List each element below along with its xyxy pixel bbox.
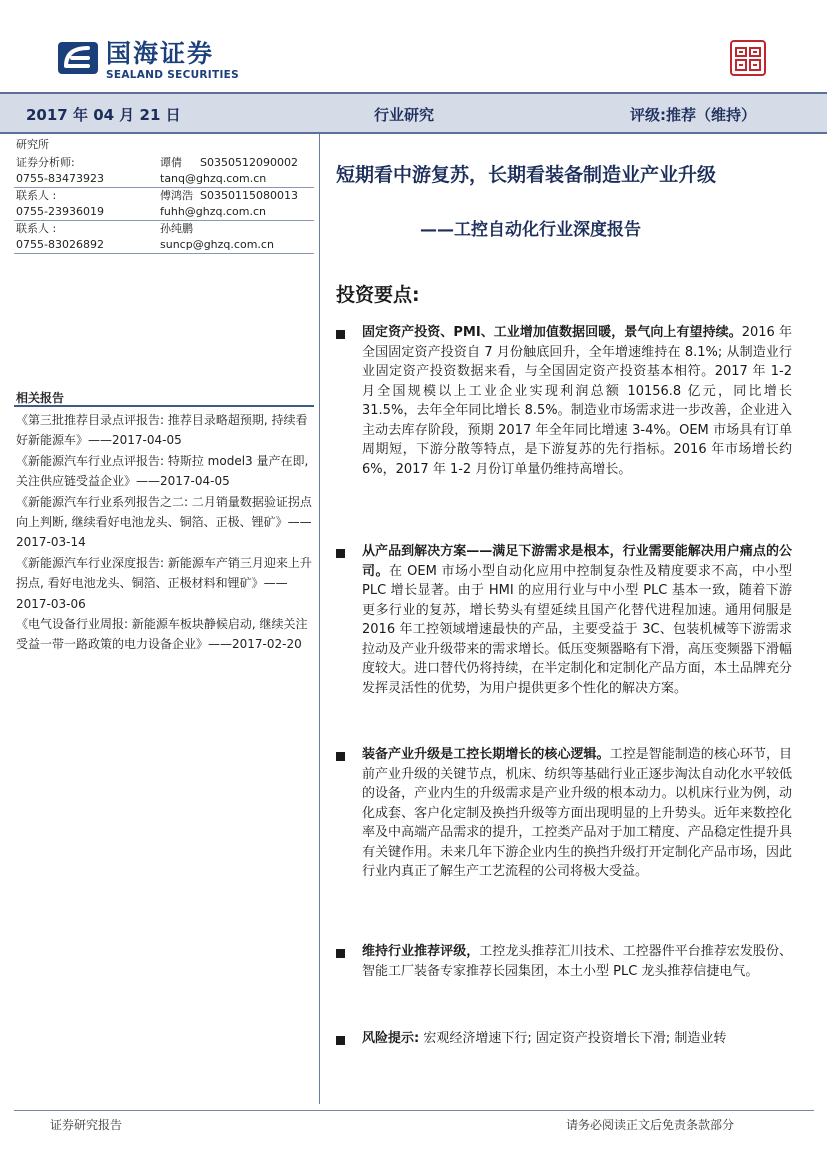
investment-point [362,323,792,479]
section-title: 投资要点: [336,284,420,306]
related-report-item[interactable]: 《新能源汽车行业深度报告: 新能源车产销三月迎来上升拐点, 看好电池龙头、铜箔、正极材料和锂矿》——2017-03-06 [16,555,312,611]
investment-point [362,542,792,698]
column-divider [319,134,320,1104]
point-heading: 装备产业升级是工控长期增长的核心逻辑。 [362,747,610,762]
contact-email[interactable]: fuhh@ghzq.com.cn [160,205,267,218]
point-heading: 从产品到解决方案——满足下游需求是根本，行业需要能解决用户痛点的公司。 [362,544,792,579]
contact-name: 傅鸿浩 [160,189,193,202]
bullet-square-icon [336,949,345,958]
related-report-item[interactable]: 《新能源汽车行业点评报告: 特斯拉 model3 量产在即, 关注供应链受益企业》——2017-04-05 [16,453,309,489]
analyst-license: S0350512090002 [200,156,298,169]
investment-point [362,1029,792,1049]
contact-email[interactable]: suncp@ghzq.com.cn [160,238,274,251]
related-reports-list [16,410,312,655]
report-rating: 评级:推荐（维持） [630,106,756,124]
point-body: 工控龙头推荐汇川技术、工控器件平台推荐宏发股份、智能工厂装备专家推荐长园集团，本土小型 PLC 龙头推荐信捷电气。 [362,944,792,979]
report-date: 2017 年 04 月 21 日 [26,106,181,124]
bullet-square-icon [336,549,345,558]
sealand-logo-icon [58,40,98,76]
related-reports-title: 相关报告 [16,391,65,405]
bullet-square-icon [336,752,345,761]
contact-role: 联系人 : [16,222,57,235]
bullet-square-icon [336,330,345,339]
footer-rule [14,1110,814,1111]
contact-name: 孙纯鹏 [160,222,193,235]
point-body: 在 OEM 市场小型自动化应用中控制复杂性及精度要求不高，中小型 PLC 增长显著。由于 HMI 的应用行业与中小型 PLC 基本一致，随着下游更多行业的复苏，增长势头有望延续且国产化替代进程加速。通用伺服是 2016 年工控领域增速最快的产品，主要受益于 3C、包装机械等下游需求拉动及产业升级带来的需求增长。低压变频器略有下滑，高压变频器下滑幅度较大。进口替代仍将持续，在半定制化和定制化产品方面，本土品牌充分发挥灵活性的优势，为用户提供更多个性化的解决方案。 [362,563,792,696]
report-subtitle: ——工控自动化行业深度报告 [420,220,641,240]
bullet-square-icon [336,1036,345,1045]
logo-english-name: SEALAND SECURITIES [106,69,239,81]
contact-role: 联系人 : [16,189,57,202]
investment-point [362,942,792,981]
contact-phone: 0755-83026892 [16,238,104,251]
point-body: 工控是智能制造的核心环节，目前产业升级的关键节点，机床、纺织等基础行业正逐步淘汰自动化水平较低的设备，产业内生的升级需求是产业升级的根本动力。以机床行业为例，动化成套、客户化定制及换挡升级等方面出现明显的上升势头。近年来数控化率及中高端产品需求的提升，工控类产品对于加工精度、产品稳定性提升具有关键作用。未来几年下游企业内生的换挡升级打开定制化产品市场，因此行业内真正了解生产工艺流程的公司将极大受益。 [362,747,792,879]
research-dept: 研究所 [16,138,49,151]
footer-disclaimer-note: 请务必阅读正文后免责条款部分 [566,1118,735,1132]
contact-divider [14,253,314,254]
contact-license: S0350115080013 [200,189,298,202]
investment-point [362,745,792,882]
contact-phone: 0755-23936019 [16,205,104,218]
report-title: 短期看中游复苏，长期看装备制造业产业升级 [336,164,717,186]
related-report-item[interactable]: 《新能源汽车行业系列报告之二: 二月销量数据验证拐点向上判断, 继续看好电池龙头、铜箔、正极、锂矿》——2017-03-14 [16,494,312,550]
analyst-phone: 0755-83473923 [16,172,104,185]
point-heading: 固定资产投资、PMI、工业增加值数据回暖，景气向上有望持续。 [362,325,742,340]
footer-left-label: 证券研究报告 [50,1118,123,1132]
related-report-item[interactable]: 《电气设备行业周报: 新能源车板块静候启动, 继续关注受益一带一路政策的电力设备企业》——2017-02-20 [16,617,308,652]
point-body: 2016 年全国固定资产投资自 7 月份触底回升，全年增速维持在 8.1%; 从制造业行业固定资产投资数据来看，与全国固定资产投资基本相符。2017 年 1-2 月全国规模以上工业企业实现利润总额 10156.8 亿元，同比增长 31.5%，去年全年同比增长 8.5%。制造业市场需求进一步改善，企业进入主动去库存阶段，预期 2017 年全年同比增速 3-4%。OEM 市场具有订单周期短，下游分散等特点，是下游复苏的先行指标。2016 年市场增长约 6%，2017 年 1-2 月份订单量仍维持高增长。 [362,325,793,477]
point-heading: 风险提示: [362,1031,420,1046]
report-type: 行业研究 [374,106,435,124]
research-seal-icon [730,40,766,76]
analyst-name: 谭倩 [160,156,182,169]
related-report-item[interactable]: 《第三批推荐目录点评报告: 推荐目录略超预期, 持续看好新能源车》——2017-04-05 [16,413,308,448]
related-reports-rule [14,405,314,407]
point-body: 宏观经济增速下行; 固定资产投资增长下滑; 制造业转 [419,1031,727,1046]
point-heading: 维持行业推荐评级， [362,944,480,959]
analyst-role: 证券分析师: [16,156,75,169]
analyst-email[interactable]: tanq@ghzq.com.cn [160,172,267,185]
logo-chinese-name: 国海证券 [106,39,215,68]
